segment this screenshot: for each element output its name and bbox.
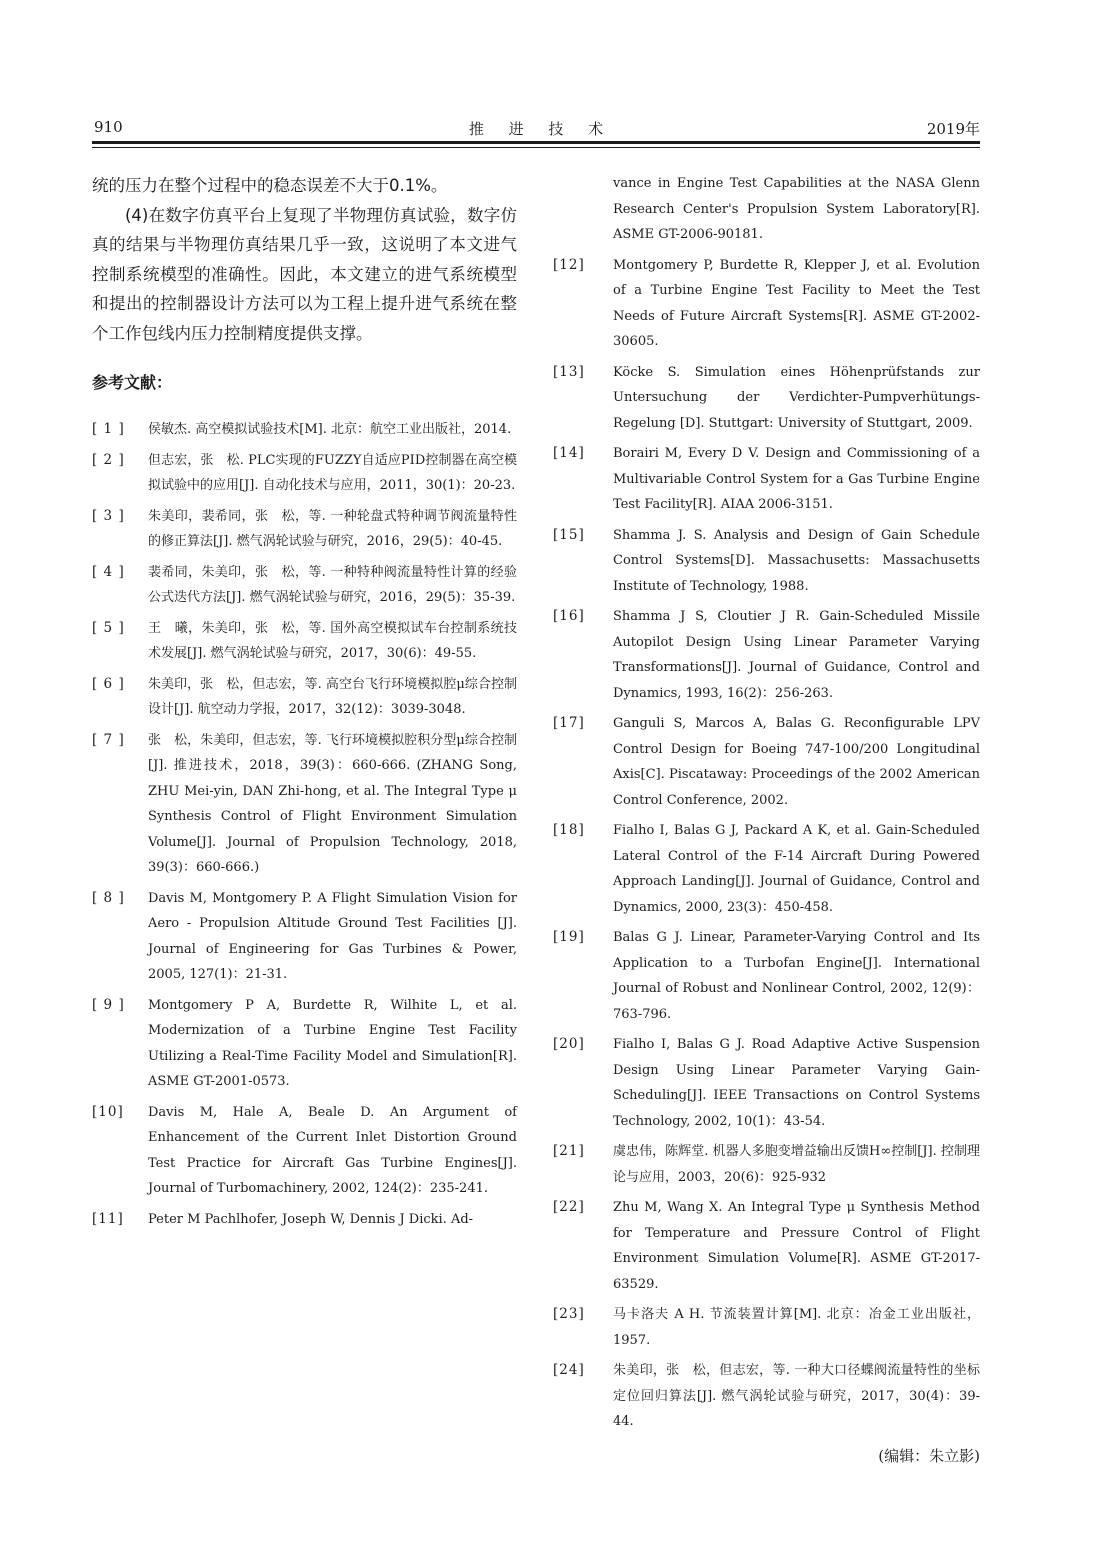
reference-text: Fialho I, Balas G J. Road Adaptive Active Suspension Design Using Linear Parameter Varying Gain-Scheduling[J]. IEEE Transactions on Control Systems Technology, 2002, 10(1)：43-54. xyxy=(613,1037,980,1129)
reference-number: [ 2 ] xyxy=(92,451,125,468)
reference-text: Montgomery P A, Burdette R, Wilhite L, et al. Modernization of a Turbine Engine Test Facility Utilizing a Real-Time Facility Model and Simulation[R]. ASME GT-2001-0573. xyxy=(148,997,517,1089)
reference-number: [ 4 ] xyxy=(92,563,125,580)
reference-number: [14] xyxy=(553,445,585,461)
reference-text: 朱美印，张 松，但志宏，等. 高空台飞行环境模拟腔μ综合控制设计[J]. 航空动力学报，2017，32(12)：3039-3048. xyxy=(148,676,517,717)
reference-item xyxy=(553,1302,980,1353)
reference-number: [22] xyxy=(553,1199,585,1215)
left-column xyxy=(92,171,517,1237)
reference-continuation: vance in Engine Test Capabilities at the NASA Glenn Research Center's Propulsion System Laboratory[R]. ASME GT-2006-90181. xyxy=(613,176,980,242)
reference-number: [12] xyxy=(553,256,585,273)
reference-number: [23] xyxy=(553,1306,585,1322)
reference-text: 朱美印，裴希同，张 松，等. 一种轮盘式特种调节阀流量特性的修正算法[J]. 燃气涡轮试验与研究，2016，29(5)：40-45. xyxy=(148,508,517,549)
editor-credit: (编辑：朱立影) xyxy=(878,1446,980,1465)
reference-text: Ganguli S, Marcos A, Balas G. Reconfigurable LPV Control Design for Boeing 747-100/200 Longitudinal Axis[C]. Piscataway: Proceedings of the 2002 American Control Conference, 2002. xyxy=(613,716,980,808)
reference-item xyxy=(553,925,980,1027)
reference-item xyxy=(553,604,980,706)
reference-number: [17] xyxy=(553,715,585,731)
reference-item xyxy=(92,448,517,499)
reference-item xyxy=(553,523,980,600)
reference-item xyxy=(553,1195,980,1297)
reference-item xyxy=(92,1207,517,1233)
reference-item xyxy=(553,1139,980,1190)
reference-number: [ 9 ] xyxy=(92,996,125,1013)
reference-text: 朱美印，张 松，但志宏，等. 一种大口径蝶阀流量特性的坐标定位回归算法[J]. 燃气涡轮试验与研究，2017，30(4)：39-44. xyxy=(613,1363,980,1429)
reference-text: 侯敏杰. 高空模拟试验技术[M]. 北京：航空工业出版社，2014. xyxy=(148,422,512,437)
reference-item xyxy=(92,672,517,723)
publication-year: 2019年 xyxy=(926,120,980,138)
body-paragraph-1: 统的压力在整个过程中的稳态误差不大于0.1%。 xyxy=(92,176,448,195)
reference-text: Fialho I, Balas G J, Packard A K, et al. Gain-Scheduled Lateral Control of the F-14 Aircraft During Powered Approach Landing[J]. Journal of Guidance, Control and Dynamics, 2000, 23(3)：450-458. xyxy=(613,823,980,915)
reference-text: Davis M, Hale A, Beale D. An Argument of Enhancement of the Current Inlet Distortion Ground Test Practice for Aircraft Gas Turbine Engines[J]. Journal of Turbomachinery, 2002, 124(2)：235-241. xyxy=(148,1104,517,1196)
page-number: 910 xyxy=(94,118,123,136)
reference-item xyxy=(92,728,517,881)
reference-number: [24] xyxy=(553,1362,585,1378)
reference-item xyxy=(92,560,517,611)
page-header xyxy=(92,116,980,140)
reference-item xyxy=(92,1100,517,1202)
reference-item xyxy=(553,253,980,355)
reference-number: [ 5 ] xyxy=(92,619,125,636)
reference-number: [13] xyxy=(553,363,585,380)
header-rule-thick xyxy=(92,141,980,144)
reference-item xyxy=(553,711,980,813)
body-paragraph-2: (4)在数字仿真平台上复现了半物理仿真试验，数字仿真的结果与半物理仿真结果几乎一致，这说明了本文进气控制系统模型的准确性。因此，本文建立的进气系统模型和提出的控制器设计方法可以为工程上提升进气系统在整个工作包线内压力控制精度提供支撑。 xyxy=(92,205,517,343)
header-rule-thin xyxy=(92,147,980,148)
reference-number: [ 7 ] xyxy=(92,731,125,748)
reference-text: Shamma J. S. Analysis and Design of Gain Schedule Control Systems[D]. Massachusetts: Massachusetts Institute of Technology, 1988. xyxy=(613,527,980,594)
reference-text: Peter M Pachlhofer, Joseph W, Dennis J Dicki. Ad- xyxy=(148,1211,474,1227)
reference-item xyxy=(92,886,517,988)
reference-text: Montgomery P, Burdette R, Klepper J, et al. Evolution of a Turbine Engine Test Facility to Meet the Test Needs of Future Aircraft Systems[R]. ASME GT-2002-30605. xyxy=(613,257,980,349)
reference-text: Borairi M, Every D V. Design and Commissioning of a Multivariable Control System for a Gas Turbine Engine Test Facility[R]. AIAA 2006-3151. xyxy=(613,446,980,512)
reference-text: Davis M, Montgomery P. A Flight Simulation Vision for Aero - Propulsion Altitude Ground Test Facilities [J]. Journal of Engineering for Gas Turbines & Power, 2005, 127(1)：21-31. xyxy=(148,890,517,982)
reference-item xyxy=(92,504,517,555)
reference-number: [19] xyxy=(553,929,585,945)
reference-number: [21] xyxy=(553,1143,585,1159)
references-heading: 参考文献： xyxy=(92,373,173,392)
reference-number: [15] xyxy=(553,526,585,543)
right-column xyxy=(553,171,980,1466)
reference-number: [ 6 ] xyxy=(92,675,125,692)
reference-number: [ 1 ] xyxy=(92,421,125,437)
reference-item xyxy=(553,1032,980,1134)
reference-item xyxy=(553,360,980,437)
reference-text: Köcke S. Simulation eines Höhenprüfstands zur Untersuchung der Verdichter-Pumpverhütungs-Regelung [D]. Stuttgart: University of Stuttgart, 2009. xyxy=(613,364,980,431)
reference-item xyxy=(553,441,980,518)
reference-number: [10] xyxy=(92,1103,124,1120)
reference-text: Zhu M, Wang X. An Integral Type μ Synthesis Method for Temperature and Pressure Control of Flight Environment Simulation Volume[R]. ASME GT-2017-63529. xyxy=(613,1200,980,1292)
reference-number: [20] xyxy=(553,1036,585,1052)
reference-number: [18] xyxy=(553,822,585,838)
reference-text: 马卡洛夫 A H. 节流装置计算[M]. 北京：冶金工业出版社，1957. xyxy=(613,1307,980,1348)
reference-number: [16] xyxy=(553,608,585,624)
reference-item xyxy=(92,417,517,443)
reference-number: [ 8 ] xyxy=(92,889,125,906)
reference-item xyxy=(92,616,517,667)
reference-text: Shamma J S, Cloutier J R. Gain-Scheduled Missile Autopilot Design Using Linear Parameter Varying Transformations[J]. Journal of Guidance, Control and Dynamics, 1993, 16(2)：256-263. xyxy=(613,609,980,701)
reference-item xyxy=(553,1358,980,1435)
reference-text: 张 松，朱美印，但志宏，等. 飞行环境模拟腔积分型μ综合控制[J]. 推进技术，2018，39(3)：660-666. (ZHANG Song, ZHU Mei-yin, DAN Zhi-hong, et al. The Integral Type μ Synthesis Control of Flight Environment Simulation Volume[J]. Journal of Propulsion Technology, 2018, 39(3)：660-666.) xyxy=(148,732,517,875)
reference-number: [ 3 ] xyxy=(92,507,125,524)
reference-text: 王 曦，朱美印，张 松，等. 国外高空模拟试车台控制系统技术发展[J]. 燃气涡轮试验与研究，2017，30(6)：49-55. xyxy=(148,620,517,661)
reference-item xyxy=(553,818,980,920)
reference-number: [11] xyxy=(92,1210,124,1227)
reference-item xyxy=(92,993,517,1095)
reference-text: 但志宏，张 松. PLC实现的FUZZY自适应PID控制器在高空模拟试验中的应用[J]. 自动化技术与应用，2011，30(1)：20-23. xyxy=(148,452,517,493)
reference-text: 虞忠伟，陈辉堂. 机器人多胞变增益输出反馈H∞控制[J]. 控制理论与应用，2003，20(6)：925-932 xyxy=(613,1144,980,1185)
reference-text: Balas G J. Linear, Parameter-Varying Control and Its Application to a Turbofan Engine[J]. International Journal of Robust and Nonlinear Control, 2002, 12(9)：763-796. xyxy=(613,930,980,1022)
reference-text: 裴希同，朱美印，张 松，等. 一种特种阀流量特性计算的经验公式迭代方法[J]. 燃气涡轮试验与研究，2016，29(5)：35-39. xyxy=(148,564,517,605)
journal-title: 推 进 技 术 xyxy=(468,120,614,138)
